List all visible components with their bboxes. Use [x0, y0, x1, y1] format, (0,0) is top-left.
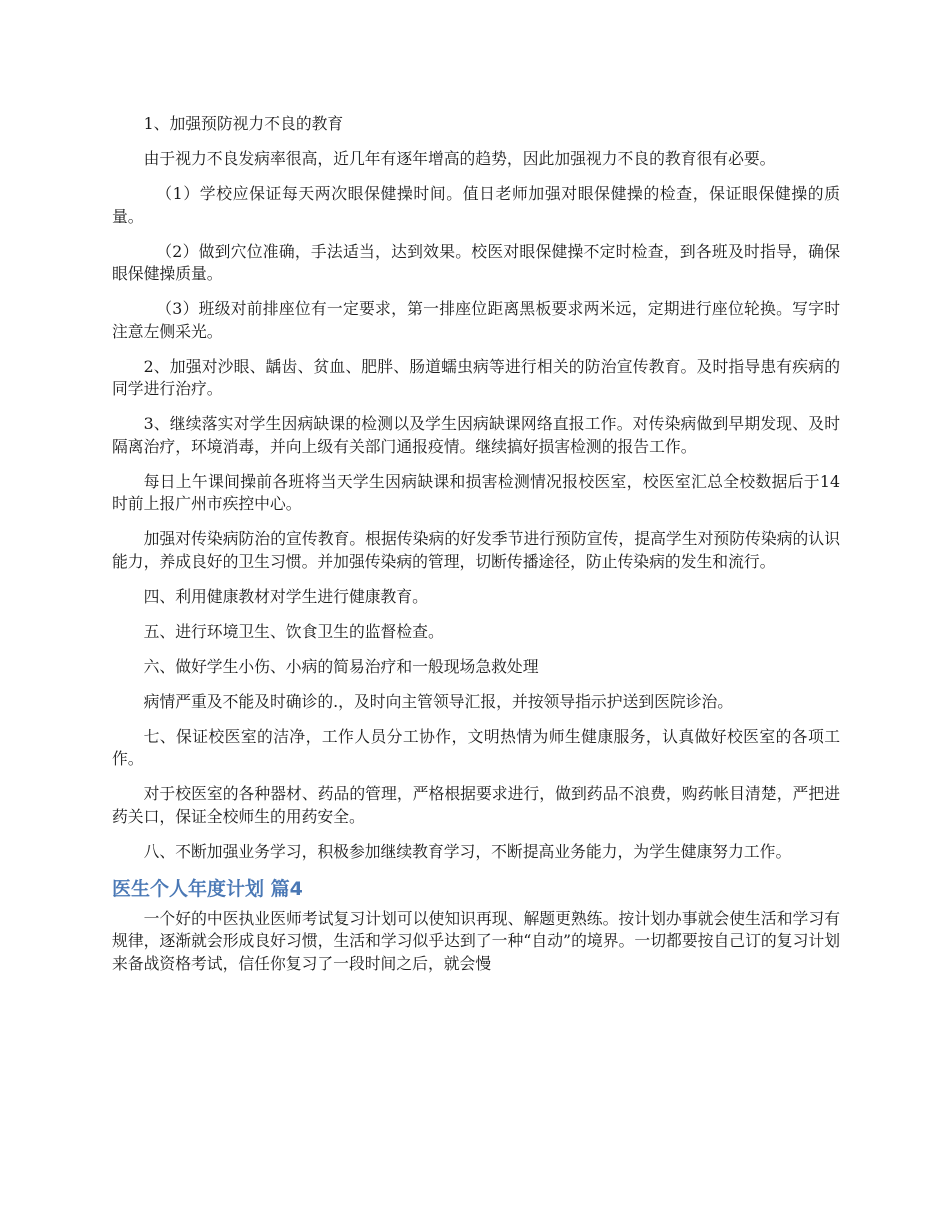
paragraph-eye-exercise-time: （1）学校应保证每天两次眼保健操时间。值日老师加强对眼保健操的检查，保证眼保健操的质量。 [112, 184, 840, 226]
paragraph-item-3: 3、继续落实对学生因病缺课的检测以及学生因病缺课网络直报工作。对传染病做到早期发现、及时隔离治疗，环境消毒，并向上级有关部门通报疫情。继续搞好损害检测的报告工作。 [112, 414, 840, 456]
section-heading: 医生个人年度计划 篇4 [112, 877, 303, 900]
paragraph-medicine-management: 对于校医室的各种器材、药品的管理，严格根据要求进行，做到药品不浪费，购药帐目清楚，严把进药关口，保证全校师生的用药安全。 [112, 784, 840, 826]
paragraph-daily-report: 每日上午课间操前各班将当天学生因病缺课和损害检测情况报校医室，校医室汇总全校数据后于14时前上报广州市疾控中心。 [112, 471, 840, 513]
paragraph-vision-intro: 由于视力不良发病率很高，近几年有逐年增高的趋势，因此加强视力不良的教育很有必要。 [143, 149, 776, 168]
paragraph-item-eight: 八、不断加强业务学习，积极参加继续教育学习，不断提高业务能力，为学生健康努力工作。 [143, 841, 792, 861]
paragraph-serious-cases: 病情严重及不能及时确诊的.，及时向主管领导汇报，并按领导指示护送到医院诊治。 [143, 691, 734, 711]
paragraph-infectious-disease: 加强对传染病防治的宣传教育。根据传染病的好发季节进行预防宣传，提高学生对预防传染病的认识能力，养成良好的卫生习惯。并加强传染病的管理，切断传播途径，防止传染病的发生和流行。 [112, 529, 840, 571]
paragraph-item-2: 2、加强对沙眼、龋齿、贫血、肥胖、肠道蠕虫病等进行相关的防治宣传教育。及时指导患有疾病的同学进行治疗。 [112, 356, 840, 398]
paragraph-eye-exercise-quality: （2）做到穴位准确，手法适当，达到效果。校医对眼保健操不定时检查，到各班及时指导，确保眼保健操质量。 [112, 241, 840, 283]
paragraph-item-1: 1、加强预防视力不良的教育 [143, 114, 344, 133]
paragraph-item-five: 五、进行环境卫生、饮食卫生的监督检查。 [143, 621, 444, 641]
paragraph-exam-plan: 一个好的中医执业医师考试复习计划可以使知识再现、解题更熟练。按计划办事就会使生活和学习有规律，逐渐就会形成良好习惯，生活和学习似乎达到了一种“自动”的境界。一切都要按自己订的复习计划来备战资格考试，信任你复习了一段时间之后，就会慢 [112, 908, 840, 973]
paragraph-item-six: 六、做好学生小伤、小病的简易治疗和一般现场急救处理 [143, 656, 539, 676]
paragraph-item-seven: 七、保证校医室的洁净，工作人员分工协作，文明热情为师生健康服务，认真做好校医室的各项工作。 [112, 726, 840, 768]
document-body [112, 113, 840, 988]
paragraph-item-four: 四、利用健康教材对学生进行健康教育。 [143, 586, 428, 606]
paragraph-seat-rotation: （3）班级对前排座位有一定要求，第一排座位距离黑板要求两米远，定期进行座位轮换。写字时注意左侧采光。 [112, 299, 840, 341]
